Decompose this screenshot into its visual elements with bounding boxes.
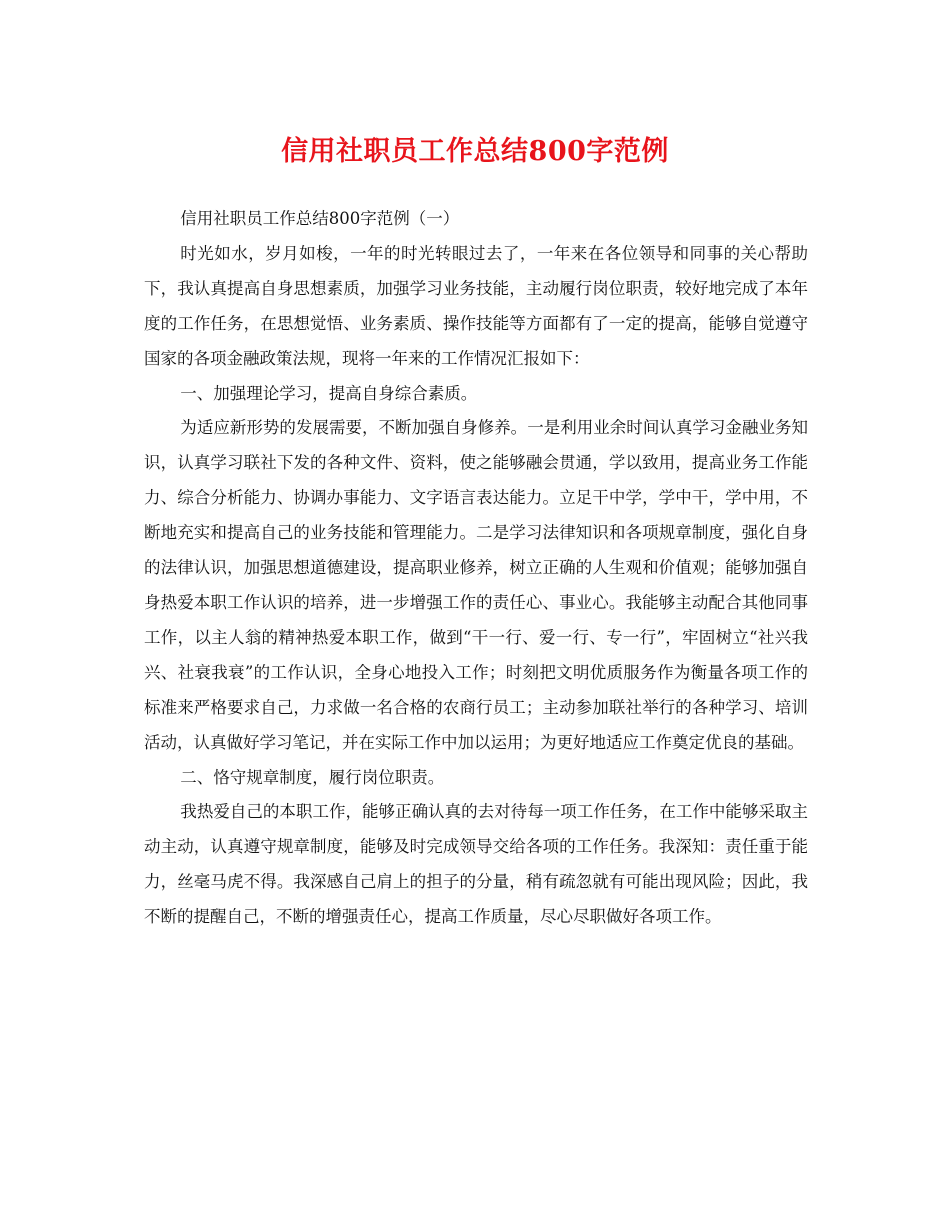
section-heading-2: 二、恪守规章制度，履行岗位职责。 <box>180 767 445 787</box>
intro-paragraph: 时光如水，岁月如梭，一年的时光转眼过去了，一年来在各位领导和同事的关心帮助下，我认真提高自身思想素质，加强学习业务技能，主动履行岗位职责，较好地完成了本年度的工作任务，在思想觉悟、业务素质、操作技能等方面都有了一定的提高，能够自觉遵守国家的各项金融政策法规，现将一年来的工作情况汇报如下： <box>144 243 808 368</box>
document-body <box>144 202 808 935</box>
document-title: 信用社职员工作总结800字范例 <box>281 136 669 167</box>
section-1-paragraph: 为适应新形势的发展需要，不断加强自身修养。一是利用业余时间认真学习金融业务知识，认真学习联社下发的各种文件、资料，使之能够融会贯通，学以致用，提高业务工作能力、综合分析能力、协调办事能力、文字语言表达能力。立足干中学，学中干，学中用，不断地充实和提高自己的业务技能和管理能力。二是学习法律知识和各项规章制度，强化自身的法律认识，加强思想道德建设，提高职业修养，树立正确的人生观和价值观；能够加强自身热爱本职工作认识的培养，进一步增强工作的责任心、事业心。我能够主动配合其他同事工作，以主人翁的精神热爱本职工作，做到“干一行、爱一行、专一行”，牢固树立“社兴我兴、社衰我衰”的工作认识，全身心地投入工作；时刻把文明优质服务作为衡量各项工作的标准来严格要求自己，力求做一名合格的农商行员工；主动参加联社举行的各种学习、培训活动，认真做好学习笔记，并在实际工作中加以运用；为更好地适应工作奠定优良的基础。 <box>144 418 808 752</box>
section-2-paragraph: 我热爱自己的本职工作，能够正确认真的去对待每一项工作任务，在工作中能够采取主动主动，认真遵守规章制度，能够及时完成领导交给各项的工作任务。我深知：责任重于能力，丝毫马虎不得。我深感自己肩上的担子的分量，稍有疏忽就有可能出现风险；因此，我不断的提醒自己，不断的增强责任心，提高工作质量，尽心尽职做好各项工作。 <box>144 802 808 927</box>
subtitle-paragraph: 信用社职员工作总结800字范例（一） <box>180 209 460 228</box>
section-heading-1: 一、加强理论学习，提高自身综合素质。 <box>180 383 478 403</box>
